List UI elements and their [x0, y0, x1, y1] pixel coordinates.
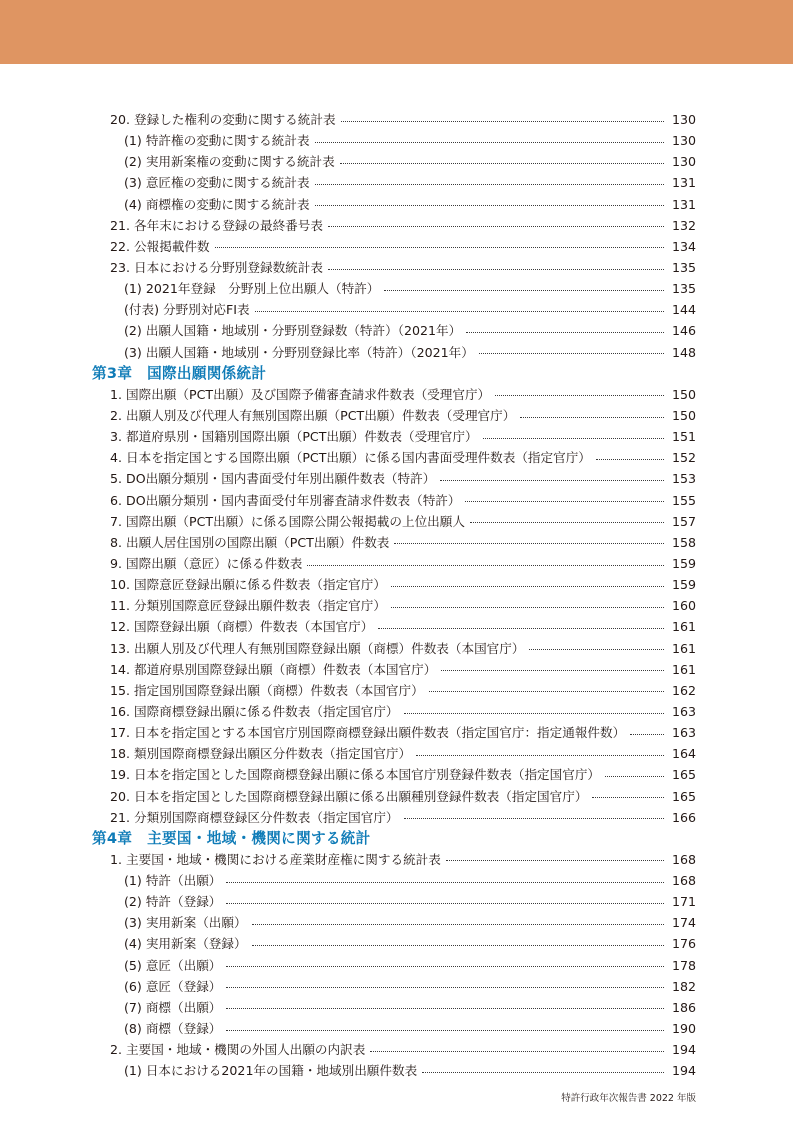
toc-entry-title: (3) 出願人国籍・地域別・分野別登録比率（特許）（2021年）	[124, 344, 474, 360]
dot-leader	[226, 881, 664, 883]
dot-leader	[226, 986, 664, 988]
toc-entry	[92, 786, 696, 807]
toc-entry-title: 7. 国際出願（PCT出願）に係る国際公開公報掲載の上位出願人	[110, 513, 465, 529]
toc-entry	[92, 912, 696, 933]
toc-entry-title: 1. 国際出願（PCT出願）及び国際予備審査請求件数表（受理官庁）	[110, 386, 491, 402]
toc-entry-title: (1) 2021年登録 分野別上位出願人（特許）	[124, 281, 380, 297]
toc-entry	[92, 151, 696, 172]
toc-entry-title: 10. 国際意匠登録出願に係る件数表（指定官庁）	[110, 577, 386, 593]
table-of-contents	[92, 109, 696, 1081]
toc-entry-title: 5. DO出願分類別・国内書面受付年別出願件数表（特許）	[110, 471, 436, 487]
dot-leader	[226, 965, 664, 967]
toc-entry	[92, 532, 696, 553]
toc-entry-title: 16. 国際商標登録出願に係る件数表（指定国官庁）	[110, 703, 399, 719]
footer-publication-title: 特許行政年次報告書 2022 年版	[561, 1093, 696, 1104]
toc-entry-page-number: 151	[671, 429, 696, 445]
toc-entry-page-number: 165	[671, 767, 696, 783]
toc-entry-title: 8. 出願人居住国別の国際出願（PCT出願）件数表	[110, 534, 390, 550]
toc-entry-page-number: 146	[671, 323, 696, 339]
toc-entry	[92, 933, 696, 954]
toc-entry-page-number: 165	[671, 788, 696, 804]
toc-entry-title: 第3章 国際出願関係統計	[92, 364, 267, 382]
chapter-heading	[92, 828, 696, 849]
toc-entry-page-number: 159	[671, 555, 696, 571]
dot-leader	[378, 627, 664, 629]
toc-entry-title: 6. DO出願分類別・国内書面受付年別審査請求件数表（特許）	[110, 492, 461, 508]
dot-leader	[315, 183, 664, 185]
toc-entry-page-number: 163	[671, 725, 696, 741]
toc-entry	[92, 320, 696, 341]
toc-entry	[92, 257, 696, 278]
dot-leader	[384, 289, 664, 291]
toc-entry	[92, 870, 696, 891]
dot-leader	[252, 944, 664, 946]
dot-leader	[255, 310, 664, 312]
toc-entry-page-number: 161	[671, 640, 696, 656]
dot-leader	[315, 141, 664, 143]
toc-entry-title: 15. 指定国別国際登録出願（商標）件数表（本国官庁）	[110, 682, 424, 698]
toc-entry-title: 20. 日本を指定国とした国際商標登録出願に係る出願種別登録件数表（指定国官庁）	[110, 788, 588, 804]
toc-entry	[92, 616, 696, 637]
toc-entry	[92, 342, 696, 363]
toc-entry-page-number: 135	[671, 259, 696, 275]
toc-entry-title: (2) 出願人国籍・地域別・分野別登録数（特許）（2021年）	[124, 323, 462, 339]
toc-entry-title: 11. 分類別国際意匠登録出願件数表（指定官庁）	[110, 598, 386, 614]
toc-entry-title: 2. 主要国・地域・機関の外国人出願の内訳表	[110, 1042, 366, 1058]
toc-entry-title: 21. 各年末における登録の最終番号表	[110, 217, 323, 233]
toc-entry-title: 9. 国際出願（意匠）に係る件数表	[110, 555, 303, 571]
dot-leader	[370, 1050, 664, 1052]
toc-entry-title: 14. 都道府県別国際登録出願（商標）件数表（本国官庁）	[110, 661, 437, 677]
dot-leader	[630, 733, 664, 735]
toc-entry	[92, 447, 696, 468]
toc-entry-title: (3) 意匠権の変動に関する統計表	[124, 175, 310, 191]
toc-entry-title: 13. 出願人別及び代理人有無別国際登録出願（商標）件数表（本国官庁）	[110, 640, 525, 656]
toc-entry-title: (1) 日本における2021年の国籍・地域別出願件数表	[124, 1063, 418, 1079]
toc-entry	[92, 194, 696, 215]
toc-entry-page-number: 194	[671, 1042, 696, 1058]
dot-leader	[226, 1007, 664, 1009]
dot-leader	[328, 225, 664, 227]
toc-entry	[92, 659, 696, 680]
dot-leader	[341, 120, 664, 122]
toc-entry-title: 23. 日本における分野別登録数統計表	[110, 259, 323, 275]
toc-entry	[92, 172, 696, 193]
toc-entry-page-number: 194	[671, 1063, 696, 1079]
toc-entry-page-number: 161	[671, 661, 696, 677]
toc-entry-title: 3. 都道府県別・国籍別国際出願（PCT出願）件数表（受理官庁）	[110, 429, 478, 445]
dot-leader	[307, 564, 664, 566]
toc-entry-page-number: 131	[671, 175, 696, 191]
dot-leader	[252, 923, 664, 925]
toc-entry	[92, 405, 696, 426]
toc-entry-page-number: 160	[671, 598, 696, 614]
toc-entry-page-number: 148	[671, 344, 696, 360]
toc-entry-title: (付表) 分野別対応FI表	[124, 302, 250, 318]
toc-entry-title: (1) 特許権の変動に関する統計表	[124, 133, 310, 149]
dot-leader	[596, 458, 664, 460]
dot-leader	[520, 416, 664, 418]
dot-leader	[226, 902, 664, 904]
toc-entry-title: 19. 日本を指定国とした国際商標登録出願に係る本国官庁別登録件数表（指定国官庁）	[110, 767, 601, 783]
dot-leader	[391, 585, 664, 587]
dot-leader	[495, 394, 664, 396]
toc-entry-page-number: 153	[671, 471, 696, 487]
toc-entry	[92, 1039, 696, 1060]
toc-entry	[92, 955, 696, 976]
toc-entry-title: 21. 分類別国際商標登録区分件数表（指定国官庁）	[110, 809, 399, 825]
toc-entry	[92, 384, 696, 405]
dot-leader	[328, 268, 664, 270]
toc-entry	[92, 849, 696, 870]
toc-entry-page-number: 130	[671, 133, 696, 149]
toc-entry	[92, 236, 696, 257]
dot-leader	[479, 352, 664, 354]
dot-leader	[404, 817, 664, 819]
toc-entry	[92, 1060, 696, 1081]
toc-entry-title: 2. 出願人別及び代理人有無別国際出願（PCT出願）件数表（受理官庁）	[110, 407, 516, 423]
toc-entry	[92, 976, 696, 997]
dot-leader	[315, 204, 664, 206]
toc-entry-page-number: 163	[671, 703, 696, 719]
toc-entry-page-number: 186	[671, 999, 696, 1015]
toc-entry-page-number: 157	[671, 513, 696, 529]
chapter-heading	[92, 363, 696, 384]
toc-entry-page-number: 159	[671, 577, 696, 593]
toc-entry-page-number: 134	[671, 238, 696, 254]
dot-leader	[226, 1029, 664, 1031]
toc-entry-page-number: 155	[671, 492, 696, 508]
toc-entry-page-number: 171	[671, 894, 696, 910]
dot-leader	[429, 690, 664, 692]
toc-entry	[92, 997, 696, 1018]
toc-entry	[92, 743, 696, 764]
toc-entry-page-number: 174	[671, 915, 696, 931]
toc-entry-title: (1) 特許（出願）	[124, 873, 222, 889]
toc-entry	[92, 701, 696, 722]
toc-entry	[92, 426, 696, 447]
toc-entry-title: (7) 商標（出願）	[124, 999, 222, 1015]
toc-entry	[92, 764, 696, 785]
header-band	[0, 0, 793, 64]
toc-entry-title: 18. 類別国際商標登録出願区分件数表（指定国官庁）	[110, 746, 412, 762]
toc-entry	[92, 109, 696, 130]
toc-entry	[92, 680, 696, 701]
dot-leader	[592, 796, 664, 798]
dot-leader	[466, 331, 664, 333]
toc-entry-page-number: 164	[671, 746, 696, 762]
dot-leader	[440, 479, 664, 481]
toc-entry-title: 22. 公報掲載件数	[110, 238, 210, 254]
dot-leader	[446, 859, 664, 861]
dot-leader	[416, 754, 664, 756]
toc-entry	[92, 299, 696, 320]
dot-leader	[441, 669, 664, 671]
toc-entry	[92, 490, 696, 511]
toc-entry-page-number: 176	[671, 936, 696, 952]
toc-entry-title: (4) 商標権の変動に関する統計表	[124, 196, 310, 212]
dot-leader	[529, 648, 664, 650]
toc-entry-page-number: 166	[671, 809, 696, 825]
toc-entry-title: 4. 日本を指定国とする国際出願（PCT出願）に係る国内書面受理件数表（指定官庁）	[110, 450, 591, 466]
toc-entry-page-number: 182	[671, 978, 696, 994]
dot-leader	[470, 521, 664, 523]
toc-entry-title: 第4章 主要国・地域・機関に関する統計	[92, 829, 371, 847]
toc-entry-page-number: 190	[671, 1021, 696, 1037]
toc-entry-page-number: 150	[671, 407, 696, 423]
toc-entry-page-number: 158	[671, 534, 696, 550]
toc-entry-page-number: 178	[671, 957, 696, 973]
toc-entry-title: 12. 国際登録出願（商標）件数表（本国官庁）	[110, 619, 374, 635]
toc-entry	[92, 215, 696, 236]
toc-entry	[92, 278, 696, 299]
toc-entry	[92, 468, 696, 489]
toc-entry-title: 20. 登録した権利の変動に関する統計表	[110, 112, 336, 127]
toc-entry-page-number: 131	[671, 196, 696, 212]
dot-leader	[404, 712, 664, 714]
toc-entry-page-number: 168	[671, 851, 696, 867]
toc-entry-page-number: 130	[671, 112, 696, 127]
toc-entry-page-number: 144	[671, 302, 696, 318]
toc-entry	[92, 638, 696, 659]
dot-leader	[391, 606, 664, 608]
toc-entry-title: (6) 意匠（登録）	[124, 978, 222, 994]
dot-leader	[483, 437, 664, 439]
toc-entry	[92, 511, 696, 532]
toc-entry-title: (2) 実用新案権の変動に関する統計表	[124, 154, 335, 170]
toc-entry-page-number: 132	[671, 217, 696, 233]
toc-entry	[92, 574, 696, 595]
dot-leader	[465, 500, 664, 502]
toc-entry-page-number: 130	[671, 154, 696, 170]
toc-entry	[92, 595, 696, 616]
toc-entry-title: 17. 日本を指定国とする本国官庁別国際商標登録出願件数表（指定国官庁：指定通報件数）	[110, 725, 626, 741]
dot-leader	[394, 542, 664, 544]
dot-leader	[340, 162, 664, 164]
toc-entry-title: (3) 実用新案（出願）	[124, 915, 247, 931]
dot-leader	[215, 246, 664, 248]
toc-entry-page-number: 150	[671, 386, 696, 402]
toc-entry-page-number: 135	[671, 281, 696, 297]
toc-entry-page-number: 161	[671, 619, 696, 635]
toc-entry-title: (5) 意匠（出願）	[124, 957, 222, 973]
toc-entry	[92, 891, 696, 912]
toc-entry-page-number: 168	[671, 873, 696, 889]
toc-entry-title: 1. 主要国・地域・機関における産業財産権に関する統計表	[110, 851, 441, 867]
toc-entry	[92, 807, 696, 828]
toc-entry-title: (8) 商標（登録）	[124, 1021, 222, 1037]
toc-entry-title: (2) 特許（登録）	[124, 894, 222, 910]
toc-entry	[92, 130, 696, 151]
toc-entry-title: (4) 実用新案（登録）	[124, 936, 247, 952]
dot-leader	[422, 1071, 664, 1073]
toc-entry-page-number: 152	[671, 450, 696, 466]
toc-entry	[92, 553, 696, 574]
dot-leader	[605, 775, 664, 777]
toc-entry-page-number: 162	[671, 682, 696, 698]
toc-entry	[92, 722, 696, 743]
toc-entry	[92, 1018, 696, 1039]
